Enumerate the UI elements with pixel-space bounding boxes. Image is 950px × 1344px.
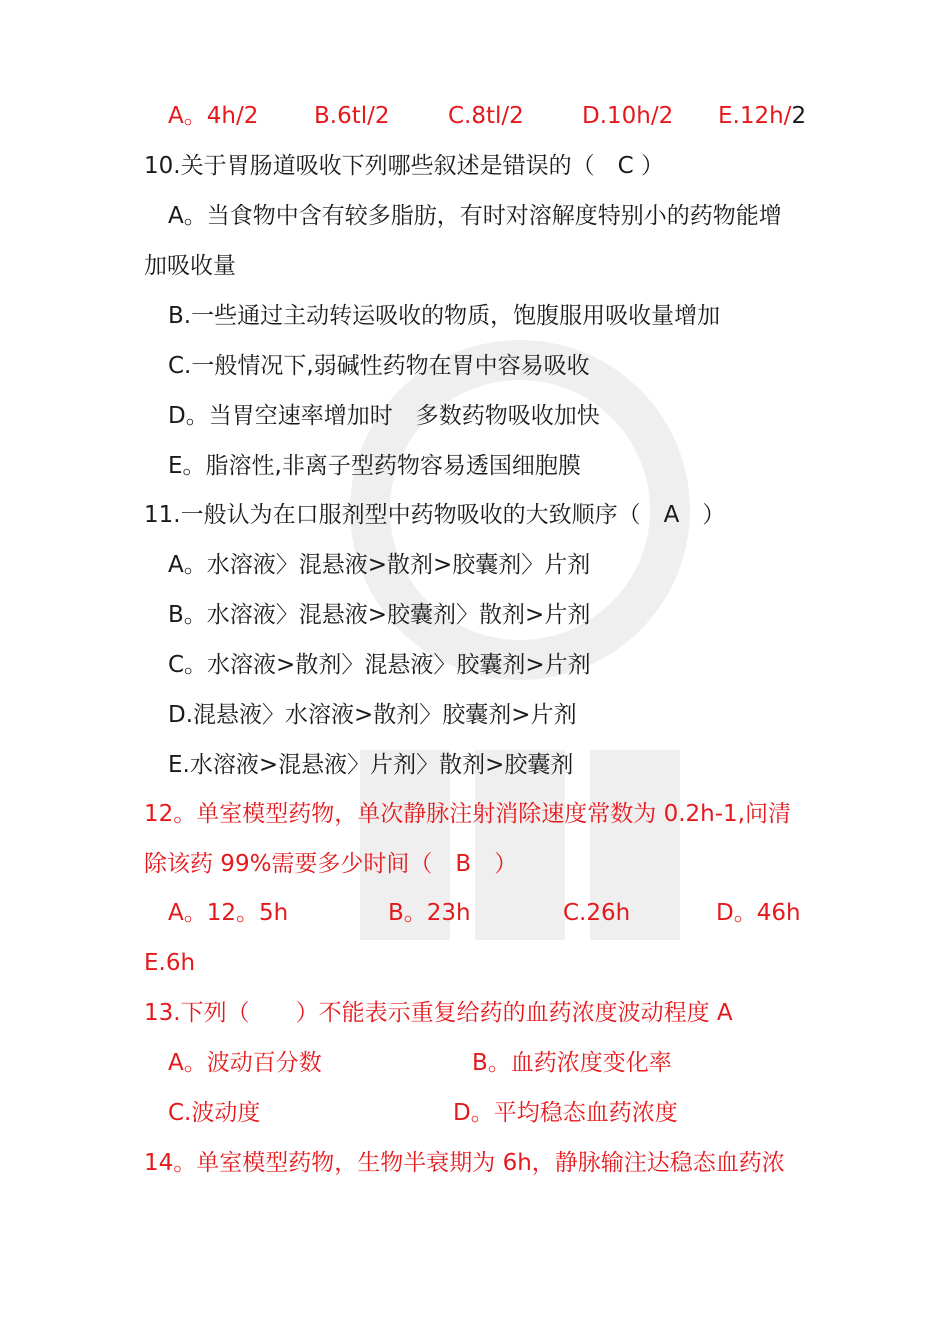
q13-option-a: A。波动百分数: [168, 1050, 322, 1076]
q12-option-d: D。46h: [716, 900, 801, 926]
q11-stem: 11.一般认为在口服剂型中药物吸收的大致顺序（ A ）: [144, 502, 726, 528]
q9-option-e-black: 2: [791, 103, 807, 129]
q10-option-b: B.一些通过主动转运吸收的物质，饱腹服用吸收量增加: [168, 303, 721, 329]
q14-stem-line1: 14。单室模型药物，生物半衰期为 6h，静脉输注达稳态血药浓: [144, 1150, 785, 1176]
q13-stem: 13.下列（ ）不能表示重复给药的血药浓度波动程度 A: [144, 1000, 733, 1026]
q11-option-e: E.水溶液>混悬液〉片剂〉散剂>胶囊剂: [168, 752, 574, 778]
q9-option-e-red: E.12h/: [718, 103, 792, 129]
q10-stem: 10.关于胃肠道吸收下列哪些叙述是错误的（ C ）: [144, 153, 664, 179]
q9-option-d: D.10h/2: [582, 103, 674, 129]
q12-option-e: E.6h: [144, 950, 196, 976]
q11-option-d: D.混悬液〉水溶液>散剂〉胶囊剂>片剂: [168, 702, 577, 728]
q11-option-b: B。水溶液〉混悬液>胶囊剂〉散剂>片剂: [168, 602, 591, 628]
q13-option-b: B。血药浓度变化率: [472, 1050, 672, 1076]
q9-option-a: A。4h/2: [168, 103, 259, 129]
q9-option-c: C.8tl/2: [448, 103, 524, 129]
q12-stem-line1: 12。单室模型药物，单次静脉注射消除速度常数为 0.2h-1,问清: [144, 801, 791, 827]
q12-option-b: B。23h: [388, 900, 471, 926]
q9-option-b: B.6tl/2: [314, 103, 390, 129]
q13-option-d: D。平均稳态血药浓度: [453, 1100, 678, 1126]
q10-option-d: D。当胃空速率增加时 多数药物吸收加快: [168, 403, 600, 429]
q11-option-a: A。水溶液〉混悬液>散剂>胶囊剂〉片剂: [168, 552, 591, 578]
q11-option-c: C。水溶液>散剂〉混悬液〉胶囊剂>片剂: [168, 652, 591, 678]
q10-option-c: C.一般情况下,弱碱性药物在胃中容易吸收: [168, 353, 590, 379]
q12-stem-line2: 除该药 99%需要多少时间（ B ）: [144, 851, 518, 877]
q9-option-e: [718, 100, 806, 132]
q12-option-a: A。12。5h: [168, 900, 289, 926]
q12-option-c: C.26h: [563, 900, 631, 926]
q10-option-a-line2: 加吸收量: [144, 253, 236, 279]
q13-option-c: C.波动度: [168, 1100, 261, 1126]
q10-option-e: E。脂溶性,非离子型药物容易透国细胞膜: [168, 453, 581, 479]
q10-option-a-line1: A。当食物中含有较多脂肪，有时对溶解度特别小的药物能增: [168, 203, 782, 229]
